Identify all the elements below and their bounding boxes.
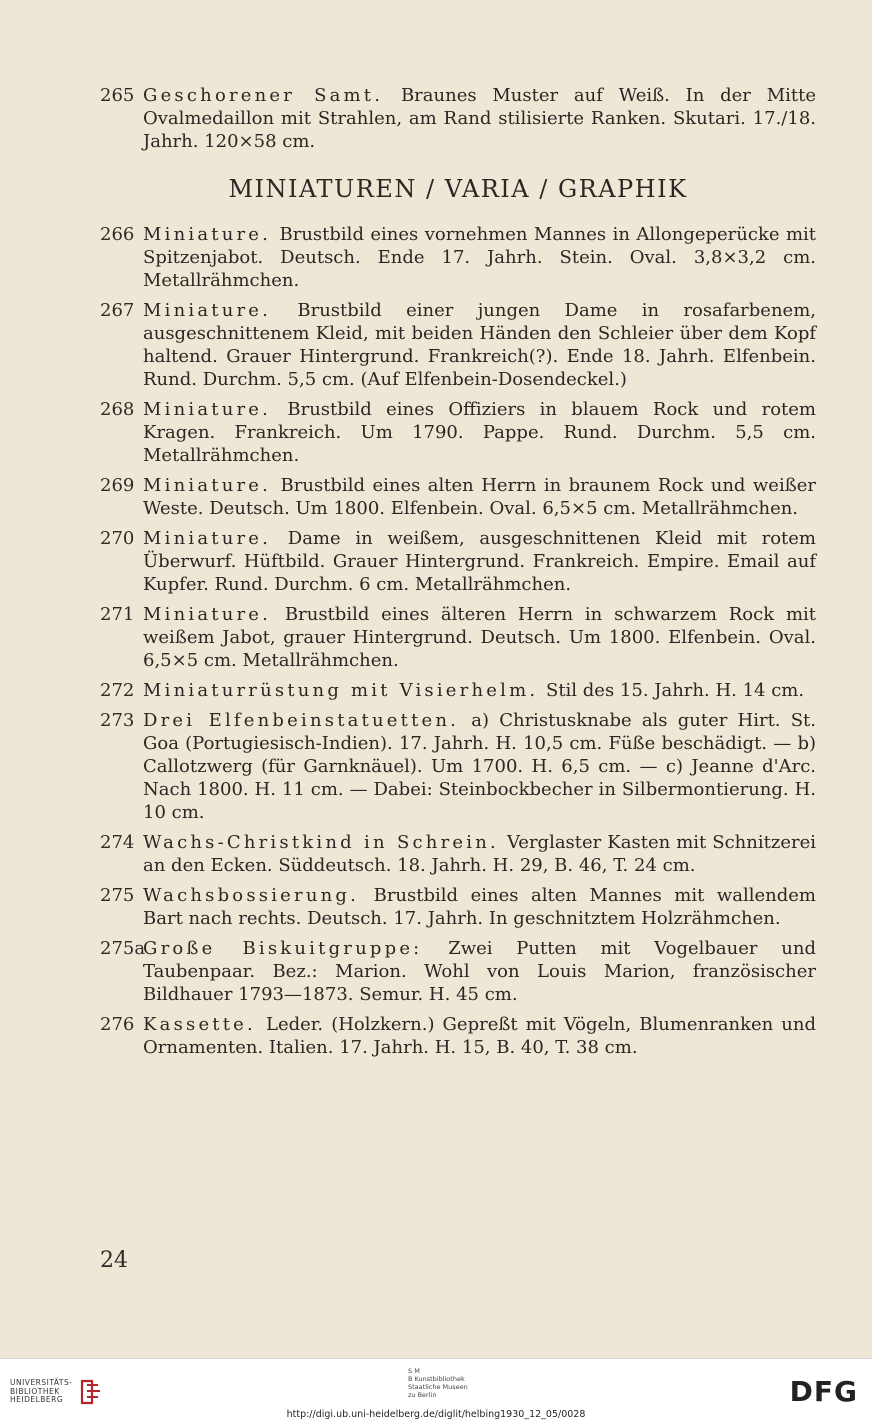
entry-description: Braunes Muster auf Weiß. In der Mitte Ovalmedaillon mit Strahlen, am Rand stilisierte Ranken. Skutari. 17./18. Jahrh. 120×58 cm. xyxy=(143,85,816,152)
entry-text xyxy=(143,223,816,292)
university-library-logo[interactable] xyxy=(10,1377,104,1407)
entries-column xyxy=(100,84,816,1066)
credit-line: B Kunstbibliothek xyxy=(408,1375,465,1383)
entry-heading: Große Biskuitgruppe: xyxy=(143,938,423,959)
entry-description: Zwei Putten mit Vogelbauer und Taubenpaar. Bez.: Marion. Wohl von Louis Marion, französischer Bildhauer 1793—1873. Semur. H. 45 cm. xyxy=(143,938,816,1005)
entry-heading: Miniature. xyxy=(143,224,272,245)
entry-description: Stil des 15. Jahrh. H. 14 cm. xyxy=(540,680,805,701)
entry-number: 273 xyxy=(100,710,135,731)
entry-number: 274 xyxy=(100,832,135,853)
page-number: 24 xyxy=(100,1248,128,1273)
catalog-entry xyxy=(100,299,816,391)
entry-description: Brustbild eines Offiziers in blauem Rock und rotem Kragen. Frankreich. Um 1790. Pappe. Rund. Durchm. 5,5 cm. Metallrähmchen. xyxy=(143,399,816,466)
entry-heading: Miniature. xyxy=(143,528,272,549)
entry-heading: Miniature. xyxy=(143,399,272,420)
entry-text xyxy=(143,603,816,672)
digitization-footer xyxy=(0,1358,872,1423)
library-line: UNIVERSITÄTS- xyxy=(10,1378,73,1388)
catalog-entry xyxy=(100,474,816,520)
entry-text xyxy=(143,474,816,520)
entry-description: Brustbild eines alten Mannes mit wallendem Bart nach rechts. Deutsch. 17. Jahrh. In geschnitztem Holzrähmchen. xyxy=(143,885,816,929)
entry-number: 275 xyxy=(100,885,135,906)
entry-text xyxy=(143,884,816,930)
entry-description: a) Christusknabe als guter Hirt. St. Goa (Portugiesisch-Indien). 17. Jahrh. H. 10,5 cm. Füße beschädigt. — b) Callotzwerg (für Garnknäuel). Um 1700. H. 6,5 cm. — c) Jeanne d'Arc. Nach 1800. H. 11 cm. — Dabei: Steinbockbecher in Silbermontierung. H. 10 cm. xyxy=(143,710,816,823)
entry-description: Verglaster Kasten mit Schnitzerei an den Ecken. Süddeutsch. 18. Jahrh. H. 29, B. 46, T. 24 cm. xyxy=(143,832,816,876)
entry-description: Brustbild einer jungen Dame in rosafarbenem, ausgeschnittenem Kleid, mit beiden Händen den Schleier über dem Kopf haltend. Grauer Hintergrund. Frankreich(?). Ende 18. Jahrh. Elfenbein. Rund. Durchm. 5,5 cm. (Auf Elfenbein-Dosendeckel.) xyxy=(143,300,816,390)
entry-text xyxy=(143,679,816,702)
entry-text xyxy=(143,299,816,391)
entry-number: 265 xyxy=(100,85,135,106)
entry-number: 266 xyxy=(100,224,135,245)
dfg-logo[interactable]: DFG xyxy=(789,1375,858,1408)
entry-text xyxy=(143,709,816,824)
entry-number: 271 xyxy=(100,604,135,625)
entry-number: 276 xyxy=(100,1014,135,1035)
entry-number: 269 xyxy=(100,475,135,496)
entry-text xyxy=(143,398,816,467)
entry-heading: Kassette. xyxy=(143,1014,256,1035)
library-line: BIBLIOTHEK xyxy=(10,1386,60,1396)
credit-line: Staatliche Museen xyxy=(408,1383,468,1391)
entry-heading: Miniature. xyxy=(143,604,272,625)
entry-heading: Wachs-Christkind in Schrein. xyxy=(143,832,499,853)
catalog-entry xyxy=(100,603,816,672)
catalog-entry xyxy=(100,709,816,824)
catalog-entry xyxy=(100,937,816,1006)
library-name xyxy=(10,1379,72,1405)
entry-text xyxy=(143,527,816,596)
catalog-entry xyxy=(100,1013,816,1059)
entry-heading: Drei Elfenbeinstatuetten. xyxy=(143,710,460,731)
entry-text xyxy=(143,1013,816,1059)
entry-number: 275a xyxy=(100,938,146,959)
entry-heading: Miniaturrüstung mit Visierhelm. xyxy=(143,680,539,701)
permalink-url[interactable]: http://digi.ub.uni-heidelberg.de/diglit/helbing1930_12_05/0028 xyxy=(286,1409,586,1420)
catalog-entry xyxy=(100,679,816,702)
entry-number: 270 xyxy=(100,528,135,549)
credit-line: zu Berlin xyxy=(408,1391,437,1399)
entry-text xyxy=(143,84,816,153)
entry-text xyxy=(143,937,816,1006)
section-title: MINIATUREN / VARIA / GRAPHIK xyxy=(228,175,688,203)
entry-number: 268 xyxy=(100,399,135,420)
entry-description: Leder. (Holzkern.) Gepreßt mit Vögeln, Blumenranken und Ornamenten. Italien. 17. Jahrh. H. 15, B. 40, T. 38 cm. xyxy=(143,1014,816,1058)
catalog-entry xyxy=(100,831,816,877)
entry-number: 267 xyxy=(100,300,135,321)
entry-number: 272 xyxy=(100,680,135,701)
library-line: HEIDELBERG xyxy=(10,1395,64,1405)
entry-heading: Wachsbossierung. xyxy=(143,885,360,906)
entry-description: Brustbild eines vornehmen Mannes in Allongeperücke mit Spitzenjabot. Deutsch. Ende 17. Jahrh. Stein. Oval. 3,8×3,2 cm. Metallrähmchen. xyxy=(143,224,816,291)
catalog-entry xyxy=(100,527,816,596)
kunstbibliothek-credit xyxy=(408,1367,468,1399)
entry-description: Brustbild eines älteren Herrn in schwarzem Rock mit weißem Jabot, grauer Hintergrund. Deutsch. Um 1800. Elfenbein. Oval. 6,5×5 cm. Metallrähmchen. xyxy=(143,604,816,671)
catalog-entry xyxy=(100,84,816,153)
entry-heading: Miniature. xyxy=(143,475,272,496)
catalog-entry xyxy=(100,884,816,930)
entry-heading: Miniature. xyxy=(143,300,272,321)
entry-heading: Geschorener Samt. xyxy=(143,85,384,106)
library-emblem-icon xyxy=(78,1377,104,1407)
entry-text xyxy=(143,831,816,877)
entry-description: Brustbild eines alten Herrn in braunem Rock und weißer Weste. Deutsch. Um 1800. Elfenbein. Oval. 6,5×5 cm. Metallrähmchen. xyxy=(143,475,816,519)
entry-description: Dame in weißem, ausgeschnittenen Kleid mit rotem Überwurf. Hüftbild. Grauer Hintergrund. Frankreich. Empire. Email auf Kupfer. Rund. Durchm. 6 cm. Metallrähmchen. xyxy=(143,528,816,595)
catalog-entry xyxy=(100,223,816,292)
credit-line: S M xyxy=(408,1367,420,1375)
catalog-entry xyxy=(100,398,816,467)
